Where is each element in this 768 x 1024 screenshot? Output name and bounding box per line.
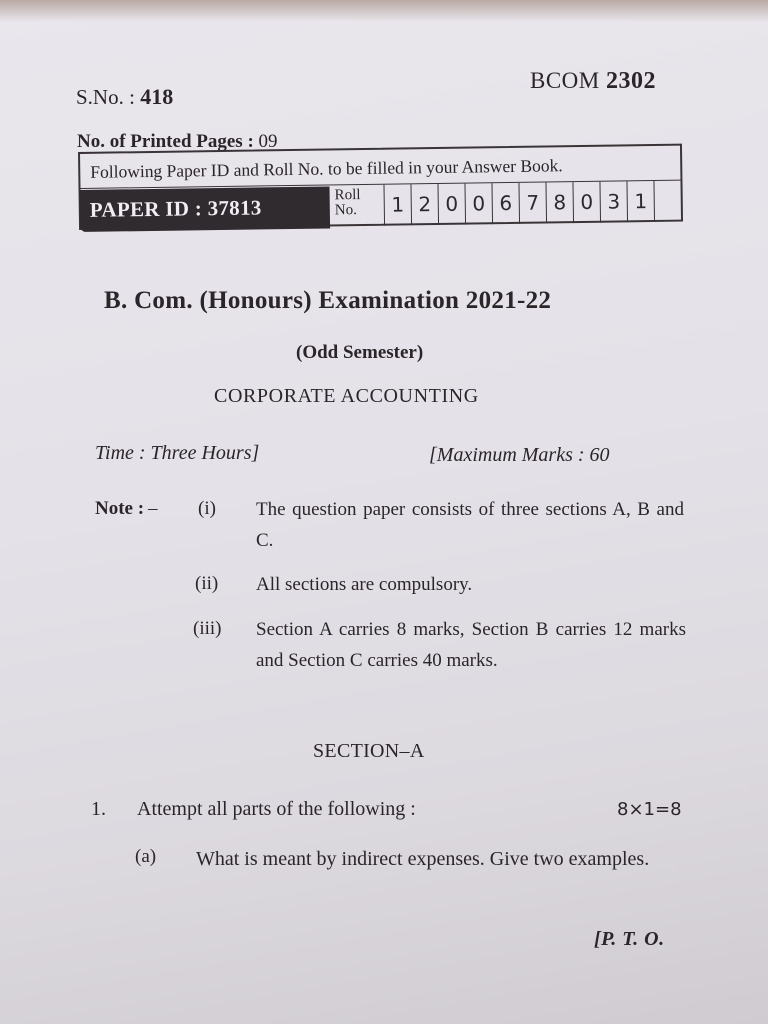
exam-time: Time : Three Hours] — [95, 442, 260, 464]
max-marks: [Maximum Marks : 60 — [429, 444, 610, 466]
subject-title: CORPORATE ACCOUNTING — [214, 385, 479, 407]
note-text: The question paper consists of three sections A, B and C. — [256, 499, 684, 551]
paper-code — [530, 68, 656, 95]
roll-digit: 1 — [627, 181, 655, 222]
note-text: All sections are compulsory. — [256, 574, 473, 595]
note-number: (i) — [198, 498, 216, 519]
note-dash: – — [148, 498, 158, 519]
roll-digit: 0 — [438, 184, 466, 225]
roll-digit: 8 — [546, 182, 574, 223]
roll-label-line1: Roll — [334, 187, 361, 204]
roll-number-cells — [383, 181, 655, 226]
printed-pages-label: No. of Printed Pages : — [77, 131, 259, 152]
section-a-heading: SECTION–A — [313, 740, 425, 762]
sub-question-label: (a) — [135, 846, 157, 867]
roll-digit: 2 — [411, 184, 439, 225]
question-number: 1. — [91, 798, 106, 820]
roll-label-line2: No. — [334, 202, 358, 219]
semester: (Odd Semester) — [296, 342, 424, 363]
note-number: (ii) — [195, 573, 219, 594]
roll-digit: 0 — [573, 182, 601, 223]
exam-title: B. Com. (Honours) Examination 2021-22 — [104, 287, 552, 314]
question-text: Attempt all parts of the following : — [137, 798, 416, 820]
serial-label: S.No. : — [76, 85, 141, 109]
paper-code-number: 2302 — [606, 68, 656, 94]
page-shadow — [0, 0, 768, 22]
note-number: (iii) — [193, 618, 222, 639]
question-marks: 8×1=8 — [617, 799, 682, 820]
note-label: Note : — [95, 498, 145, 519]
printed-pages-value: 09 — [258, 131, 278, 152]
paper-id-box — [78, 144, 683, 230]
fill-instruction: Following Paper ID and Roll No. to be filled in your Answer Book. — [80, 146, 680, 189]
paper-id: PAPER ID : 37813 — [80, 186, 331, 231]
roll-digit: 0 — [465, 183, 493, 224]
please-turn-over: [P. T. O. — [594, 928, 665, 950]
serial-value: 418 — [140, 84, 174, 109]
roll-digit: 6 — [492, 183, 520, 224]
roll-digit: 3 — [600, 181, 628, 222]
roll-digit: 7 — [519, 182, 547, 223]
sub-question-text: What is meant by indirect expenses. Give two examples. — [196, 848, 650, 870]
roll-digit: 1 — [384, 184, 412, 225]
paper-code-prefix: BCOM — [530, 68, 600, 93]
roll-label — [335, 188, 361, 218]
serial-number — [76, 84, 173, 110]
note-text: Section A carries 8 marks, Section B carries 12 marks and Section C carries 40 marks. — [256, 619, 686, 671]
